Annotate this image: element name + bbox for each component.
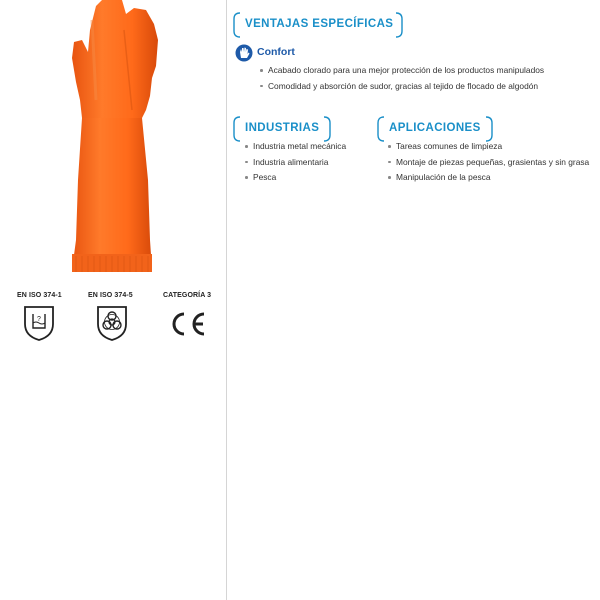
list-item: Manipulación de la pesca bbox=[386, 172, 594, 183]
list-item: Comodidad y absorción de sudor, gracias al tejido de flocado de algodón bbox=[258, 81, 593, 92]
ce-mark-icon bbox=[166, 310, 208, 338]
biohazard-shield-icon bbox=[95, 304, 129, 342]
confort-subtitle: Confort bbox=[257, 46, 295, 58]
list-item: Tareas comunes de limpieza bbox=[386, 141, 594, 152]
list-item: Acabado clorado para una mejor protección de los productos manipulados bbox=[258, 65, 593, 76]
norm-label-en-iso-374-5: EN ISO 374-5 bbox=[88, 292, 133, 299]
ventajas-list bbox=[258, 65, 593, 96]
list-item: Industria alimentaria bbox=[243, 157, 373, 168]
chemical-shield-icon bbox=[22, 304, 56, 342]
svg-text:?: ? bbox=[37, 316, 41, 323]
list-item: Montaje de piezas pequeñas, grasientas y sin grasa bbox=[386, 157, 594, 168]
list-item: Industria metal mecánica bbox=[243, 141, 373, 152]
industrias-list bbox=[243, 141, 373, 188]
industrias-heading: INDUSTRIAS bbox=[245, 122, 320, 134]
list-item: Pesca bbox=[243, 172, 373, 183]
norm-label-en-iso-374-1: EN ISO 374-1 bbox=[17, 292, 62, 299]
norm-label-categoria-3: CATEGORÍA 3 bbox=[163, 292, 212, 299]
hand-comfort-icon bbox=[235, 44, 253, 62]
column-divider bbox=[226, 0, 227, 600]
aplicaciones-list bbox=[386, 141, 594, 188]
ventajas-heading: VENTAJAS ESPECÍFICAS bbox=[245, 18, 394, 30]
orange-glove-image bbox=[62, 0, 162, 278]
aplicaciones-heading: APLICACIONES bbox=[389, 122, 481, 134]
